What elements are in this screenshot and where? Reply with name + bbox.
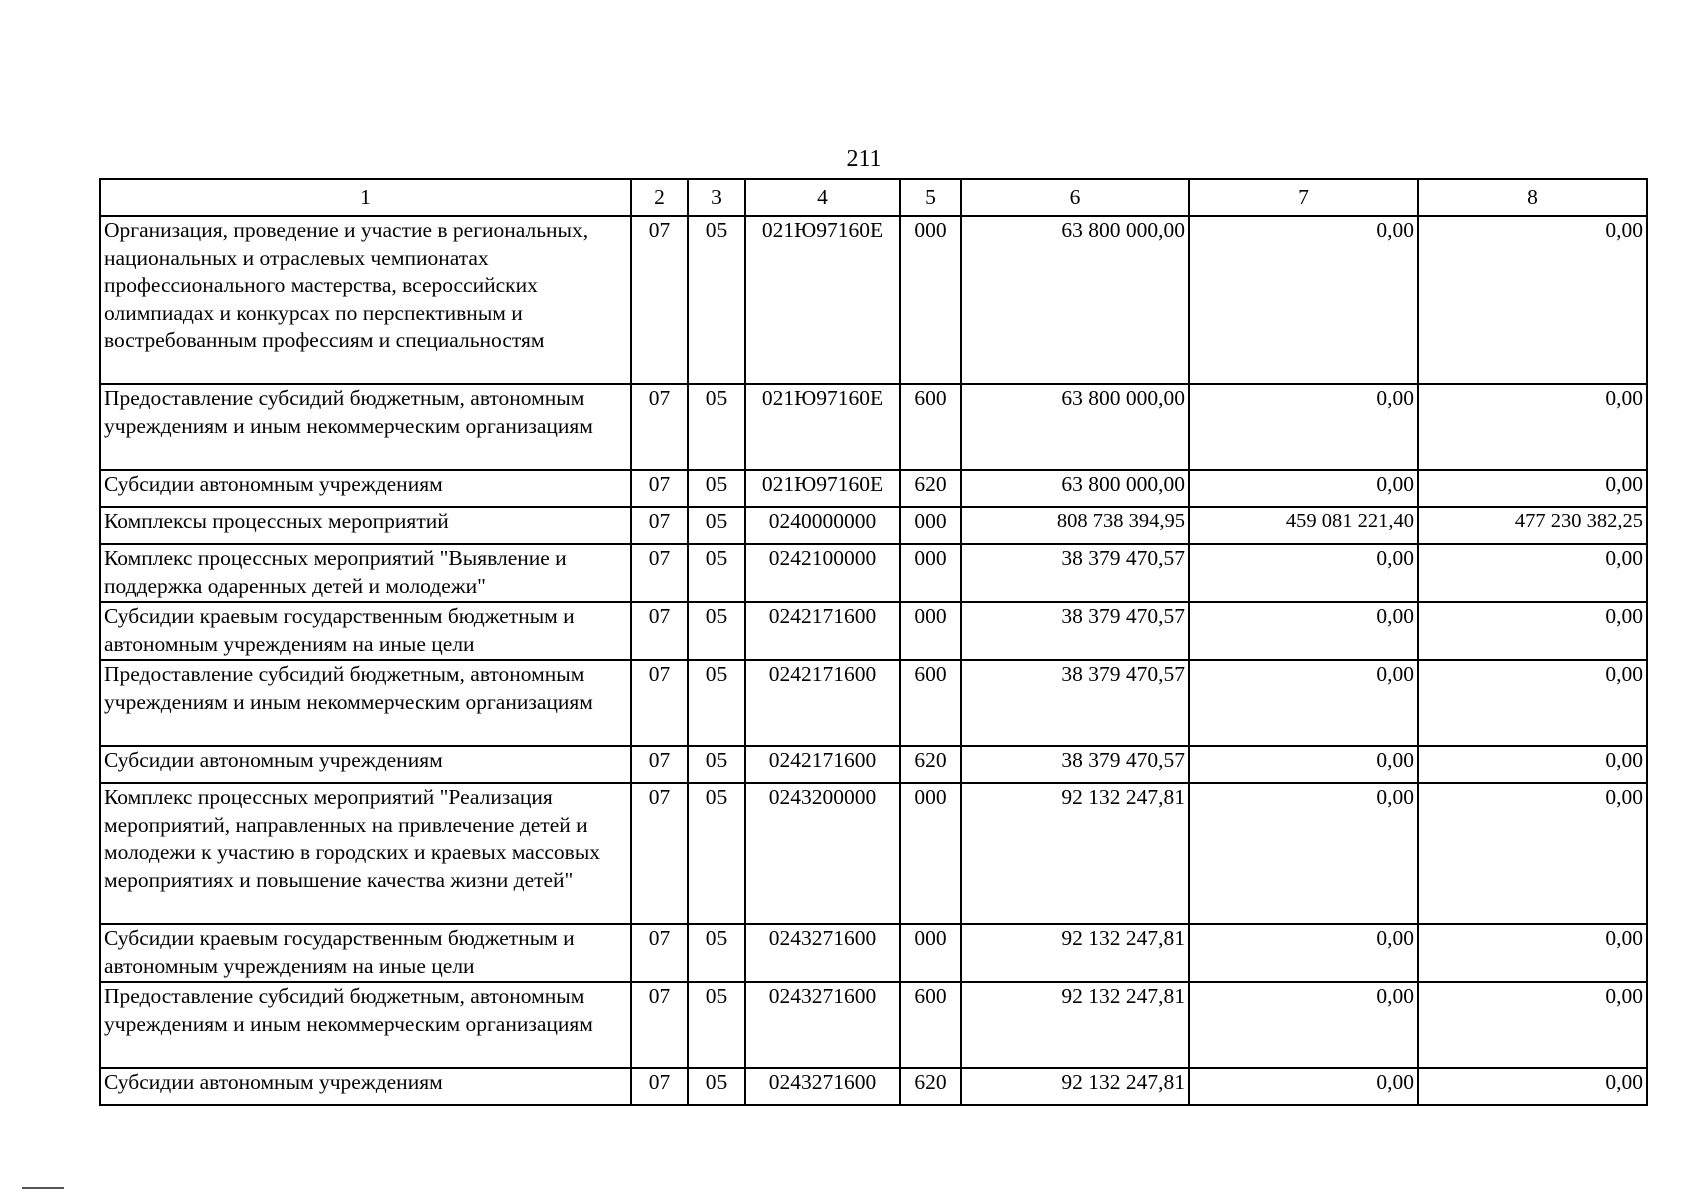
column-header-7: 7	[1189, 179, 1418, 216]
amount-col-6: 38 379 470,57	[961, 544, 1189, 602]
amount-col-7: 0,00	[1189, 602, 1418, 660]
subsection-code: 05	[688, 783, 745, 924]
page-number: 211	[846, 146, 882, 172]
amount-col-8: 0,00	[1418, 602, 1647, 660]
table-row	[100, 746, 1647, 783]
expense-type-code: 620	[900, 746, 961, 783]
subsection-code: 05	[688, 982, 745, 1068]
table-row	[100, 924, 1647, 982]
section-code: 07	[631, 783, 688, 924]
column-header-3: 3	[688, 179, 745, 216]
amount-col-6: 38 379 470,57	[961, 660, 1189, 746]
amount-col-8: 0,00	[1418, 746, 1647, 783]
amount-col-6: 92 132 247,81	[961, 1068, 1189, 1105]
amount-col-7: 0,00	[1189, 924, 1418, 982]
header-row	[100, 179, 1647, 216]
expense-type-code: 000	[900, 507, 961, 544]
column-header-4: 4	[745, 179, 900, 216]
expense-type-code: 620	[900, 1068, 961, 1105]
target-article-code: 021Ю97160Е	[745, 470, 900, 507]
amount-col-8: 0,00	[1418, 660, 1647, 746]
amount-col-6: 808 738 394,95	[961, 507, 1189, 544]
amount-col-8: 0,00	[1418, 1068, 1647, 1105]
amount-col-8: 0,00	[1418, 216, 1647, 384]
target-article-code: 0242171600	[745, 660, 900, 746]
expense-type-code: 000	[900, 602, 961, 660]
amount-col-6: 38 379 470,57	[961, 746, 1189, 783]
column-header-5: 5	[900, 179, 961, 216]
target-article-code: 021Ю97160Е	[745, 216, 900, 384]
amount-col-8: 0,00	[1418, 384, 1647, 470]
amount-col-7: 0,00	[1189, 544, 1418, 602]
expense-type-code: 000	[900, 783, 961, 924]
row-name: Субсидии краевым государственным бюджетным и автономным учреждениям на иные цели	[100, 924, 631, 982]
subsection-code: 05	[688, 544, 745, 602]
target-article-code: 0243271600	[745, 924, 900, 982]
amount-col-8: 0,00	[1418, 544, 1647, 602]
column-header-1: 1	[100, 179, 631, 216]
page-edge-mark	[22, 1187, 64, 1189]
table-row	[100, 470, 1647, 507]
expense-type-code: 620	[900, 470, 961, 507]
target-article-code: 0243200000	[745, 783, 900, 924]
table-row	[100, 216, 1647, 384]
amount-col-6: 63 800 000,00	[961, 216, 1189, 384]
section-code: 07	[631, 544, 688, 602]
amount-col-6: 38 379 470,57	[961, 602, 1189, 660]
subsection-code: 05	[688, 507, 745, 544]
section-code: 07	[631, 982, 688, 1068]
amount-col-7: 0,00	[1189, 982, 1418, 1068]
amount-col-6: 63 800 000,00	[961, 384, 1189, 470]
table-row	[100, 384, 1647, 470]
budget-table	[99, 178, 1648, 1106]
subsection-code: 05	[688, 602, 745, 660]
target-article-code: 0242171600	[745, 602, 900, 660]
amount-col-8: 0,00	[1418, 982, 1647, 1068]
amount-col-8: 477 230 382,25	[1418, 507, 1647, 544]
subsection-code: 05	[688, 216, 745, 384]
amount-col-7: 0,00	[1189, 1068, 1418, 1105]
table-body	[100, 216, 1647, 1105]
section-code: 07	[631, 660, 688, 746]
amount-col-7: 0,00	[1189, 384, 1418, 470]
target-article-code: 0242171600	[745, 746, 900, 783]
row-name: Предоставление субсидий бюджетным, автономным учреждениям и иным некоммерческим организациям	[100, 982, 631, 1068]
amount-col-6: 92 132 247,81	[961, 982, 1189, 1068]
table-row	[100, 982, 1647, 1068]
column-header-2: 2	[631, 179, 688, 216]
row-name: Комплекс процессных мероприятий "Реализация мероприятий, направленных на привлечение детей и молодежи к участию в городских и краевых массовых мероприятиях и повышение качества жизни детей"	[100, 783, 631, 924]
row-name: Субсидии автономным учреждениям	[100, 746, 631, 783]
table-row	[100, 544, 1647, 602]
table-row	[100, 783, 1647, 924]
target-article-code: 0243271600	[745, 982, 900, 1068]
amount-col-7: 0,00	[1189, 746, 1418, 783]
amount-col-7: 0,00	[1189, 216, 1418, 384]
subsection-code: 05	[688, 1068, 745, 1105]
column-header-6: 6	[961, 179, 1189, 216]
table-row	[100, 602, 1647, 660]
section-code: 07	[631, 384, 688, 470]
subsection-code: 05	[688, 470, 745, 507]
section-code: 07	[631, 746, 688, 783]
row-name: Предоставление субсидий бюджетным, автономным учреждениям и иным некоммерческим организациям	[100, 660, 631, 746]
row-name: Комплексы процессных мероприятий	[100, 507, 631, 544]
subsection-code: 05	[688, 660, 745, 746]
target-article-code: 0243271600	[745, 1068, 900, 1105]
section-code: 07	[631, 507, 688, 544]
amount-col-7: 0,00	[1189, 783, 1418, 924]
amount-col-6: 92 132 247,81	[961, 783, 1189, 924]
column-header-8: 8	[1418, 179, 1647, 216]
table-row	[100, 507, 1647, 544]
amount-col-8: 0,00	[1418, 783, 1647, 924]
subsection-code: 05	[688, 746, 745, 783]
expense-type-code: 000	[900, 216, 961, 384]
amount-col-8: 0,00	[1418, 924, 1647, 982]
section-code: 07	[631, 1068, 688, 1105]
amount-col-6: 63 800 000,00	[961, 470, 1189, 507]
expense-type-code: 000	[900, 544, 961, 602]
section-code: 07	[631, 602, 688, 660]
row-name: Предоставление субсидий бюджетным, автономным учреждениям и иным некоммерческим организациям	[100, 384, 631, 470]
section-code: 07	[631, 216, 688, 384]
row-name: Организация, проведение и участие в региональных, национальных и отраслевых чемпионатах профессионального мастерства, всероссийских олимпиадах и конкурсах по перспективным и востребованным профессиям и специальностям	[100, 216, 631, 384]
subsection-code: 05	[688, 384, 745, 470]
row-name: Субсидии автономным учреждениям	[100, 470, 631, 507]
table-header	[100, 179, 1647, 216]
expense-type-code: 600	[900, 982, 961, 1068]
target-article-code: 021Ю97160Е	[745, 384, 900, 470]
section-code: 07	[631, 470, 688, 507]
amount-col-7: 459 081 221,40	[1189, 507, 1418, 544]
table-row	[100, 660, 1647, 746]
subsection-code: 05	[688, 924, 745, 982]
table-row	[100, 1068, 1647, 1105]
target-article-code: 0240000000	[745, 507, 900, 544]
target-article-code: 0242100000	[745, 544, 900, 602]
amount-col-6: 92 132 247,81	[961, 924, 1189, 982]
amount-col-7: 0,00	[1189, 470, 1418, 507]
expense-type-code: 600	[900, 660, 961, 746]
row-name: Субсидии краевым государственным бюджетным и автономным учреждениям на иные цели	[100, 602, 631, 660]
expense-type-code: 600	[900, 384, 961, 470]
amount-col-8: 0,00	[1418, 470, 1647, 507]
row-name: Комплекс процессных мероприятий "Выявление и поддержка одаренных детей и молодежи"	[100, 544, 631, 602]
expense-type-code: 000	[900, 924, 961, 982]
amount-col-7: 0,00	[1189, 660, 1418, 746]
row-name: Субсидии автономным учреждениям	[100, 1068, 631, 1105]
section-code: 07	[631, 924, 688, 982]
